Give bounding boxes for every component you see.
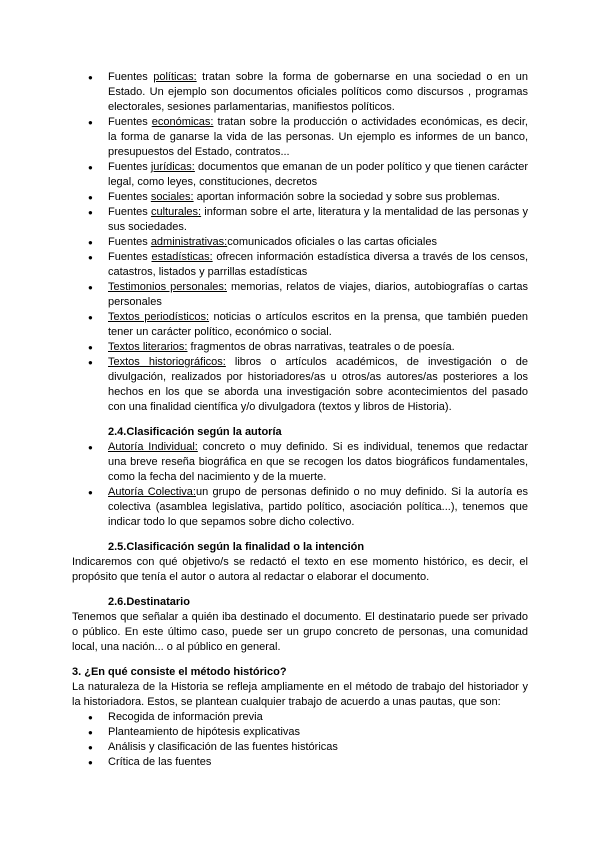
list-item: ● Testimonios personales: memorias, relatos de viajes, diarios, autobiografías o cartas personales bbox=[72, 280, 528, 310]
authorship-term: Autoría Colectiva: bbox=[108, 486, 196, 498]
method-steps-list bbox=[72, 710, 528, 770]
source-term: sociales: bbox=[150, 191, 194, 203]
list-item: ● Fuentes sociales: aportan información sobre la sociedad y sobre sus problemas. bbox=[72, 190, 528, 205]
authorship-term: Autoría Individual: bbox=[108, 441, 198, 453]
source-term: políticas: bbox=[153, 71, 197, 83]
authorship-list bbox=[72, 440, 528, 530]
source-term: Textos literarios: bbox=[108, 341, 188, 353]
list-item: ● Textos historiográficos: libros o artículos académicos, de investigación o de divulgación, realizados por historiadores/as u otros/as autores/as posteriores a los hechos en los que se aborda una investigación sobre acontecimientos del pasado con una finalidad científica y/o divulgadora (textos y libros de Historia). bbox=[72, 355, 528, 415]
section-2-5-paragraph: Indicaremos con qué objetivo/s se redactó el texto en ese momento histórico, es decir, el propósito que tenía el autor o autora al redactar o elaborar el documento. bbox=[72, 556, 528, 583]
list-item: ● Autoría Individual: concreto o muy definido. Si es individual, tenemos que redactar una breve reseña biográfica en que se recogen los datos biográficos fundamentales, como la fecha del nacimiento y de la muerte. bbox=[72, 440, 528, 485]
source-term: económicas: bbox=[151, 116, 214, 128]
list-item: ● Fuentes culturales: informan sobre el arte, literatura y la mentalidad de las personas y sus sociedades. bbox=[72, 205, 528, 235]
list-item: ● Planteamiento de hipótesis explicativas bbox=[72, 725, 528, 740]
section-2-6-heading: 2.6.Destinatario bbox=[108, 596, 190, 608]
source-term: Testimonios personales: bbox=[108, 281, 227, 293]
section-3-heading: 3. ¿En qué consiste el método histórico? bbox=[72, 666, 287, 678]
list-item: ● Crítica de las fuentes bbox=[72, 755, 528, 770]
list-item: ● Fuentes políticas: tratan sobre la forma de gobernarse en una sociedad o en un Estado. Un ejemplo son documentos oficiales políticos como discursos , programas electorales, sesiones parlamentarias, manifiestos políticos. bbox=[72, 70, 528, 115]
list-item: ● Textos periodísticos: noticias o artículos escritos en la prensa, que también pueden tener un carácter político, económico o social. bbox=[72, 310, 528, 340]
list-item: ● Fuentes administrativas:comunicados oficiales o las cartas oficiales bbox=[72, 235, 528, 250]
source-term: administrativas: bbox=[150, 236, 228, 248]
source-term: culturales: bbox=[150, 206, 202, 218]
source-term: jurídicas: bbox=[150, 161, 195, 173]
list-item: ● Fuentes jurídicas: documentos que emanan de un poder político y que tienen carácter legal, como leyes, constituciones, decretos bbox=[72, 160, 528, 190]
sources-list bbox=[72, 70, 528, 415]
list-item: ● Textos literarios: fragmentos de obras narrativas, teatrales o de poesía. bbox=[72, 340, 528, 355]
list-item: ● Análisis y clasificación de las fuentes históricas bbox=[72, 740, 528, 755]
section-2-6-paragraph: Tenemos que señalar a quién iba destinado el documento. El destinatario puede ser privado o público. En este último caso, puede ser un grupo concreto de personas, una comunidad local, una nación... o al público en general. bbox=[72, 611, 528, 653]
document-content bbox=[72, 70, 528, 770]
source-term: Textos periodísticos: bbox=[108, 311, 210, 323]
list-item: ● Autoría Colectiva:un grupo de personas definido o no muy definido. Si la autoría es colectiva (asamblea legislativa, partido político, asociación política...), tenemos que indicar todo lo que sepamos sobre dicho colectivo. bbox=[72, 485, 528, 530]
section-2-5-heading: 2.5.Clasificación según la finalidad o la intención bbox=[108, 541, 365, 553]
section-2-4-heading: 2.4.Clasificación según la autoría bbox=[108, 426, 282, 438]
source-term: Textos historiográficos: bbox=[108, 356, 226, 368]
list-item: ● Recogida de información previa bbox=[72, 710, 528, 725]
source-term: estadísticas: bbox=[151, 251, 213, 263]
list-item: ● Fuentes económicas: tratan sobre la producción o actividades económicas, es decir, la forma de ganarse la vida de las personas. Un ejemplo es informes de un banco, presupuestos del Estado, contratos... bbox=[72, 115, 528, 160]
section-3-paragraph: La naturaleza de la Historia se refleja ampliamente en el método de trabajo del historiador y la historiadora. Estos, se plantean cualquier trabajo de acuerdo a unas pautas, que son: bbox=[72, 681, 528, 708]
list-item: ● Fuentes estadísticas: ofrecen información estadística diversa a través de los censos, catastros, listados y parrillas estadísticas bbox=[72, 250, 528, 280]
